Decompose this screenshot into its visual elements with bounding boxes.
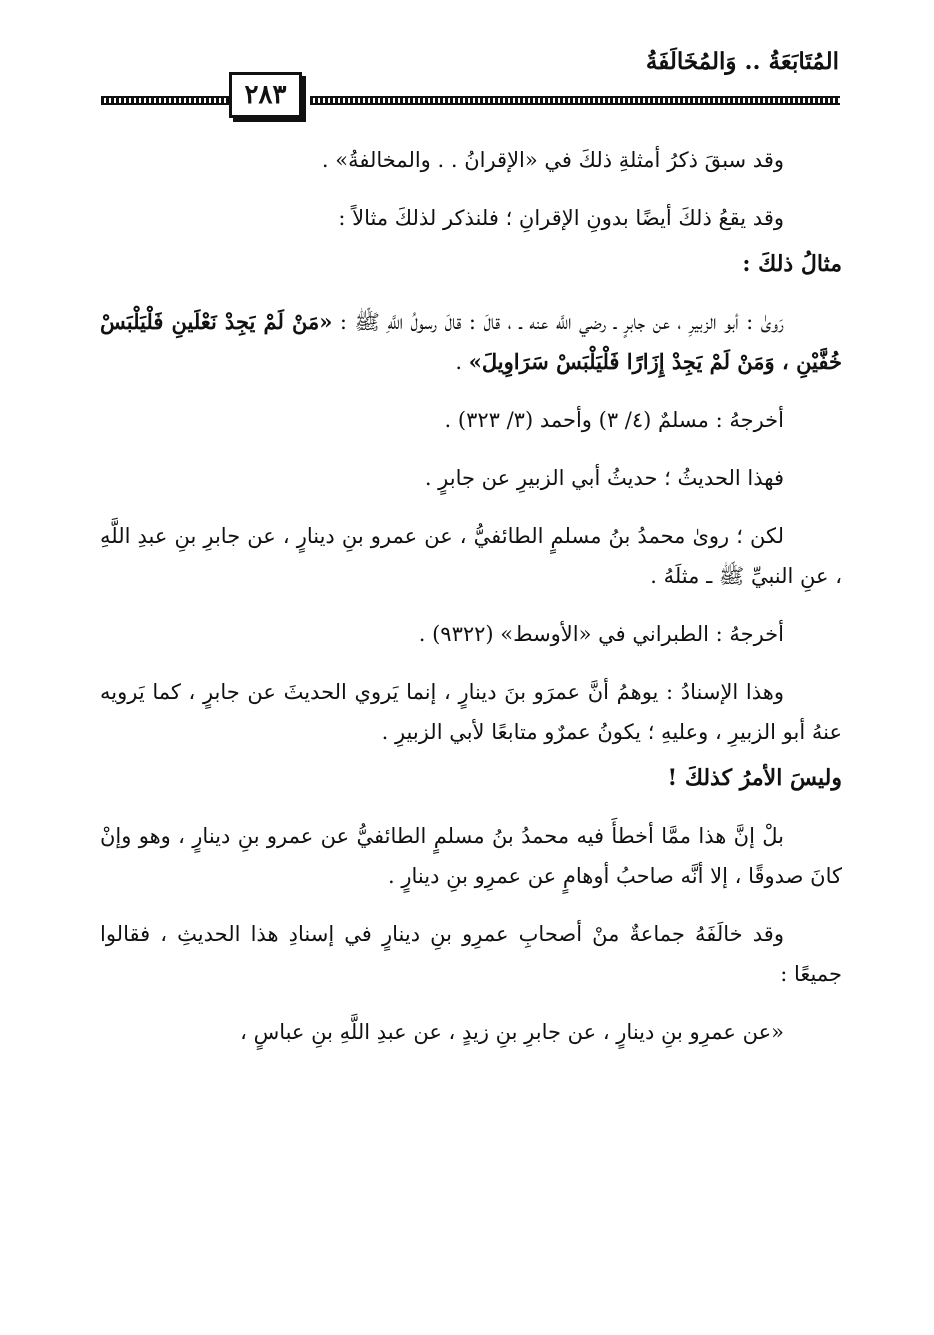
paragraph-11: «عن عمرِو بنِ دينارٍ ، عن جابرِ بنِ زيدٍ ، عن عبدِ اللَّهِ بنِ عباسٍ ،	[240, 1020, 784, 1044]
paragraph-7: أخرجهُ : الطبراني في «الأوسط» (٩٣٢٢) .	[418, 622, 784, 646]
paragraph-6: لكن ؛ روىٰ محمدُ بنُ مسلمٍ الطائفيُّ ، عن عمرو بنِ دينارٍ ، عن جابرِ بنِ عبدِ اللَّهِ ، عنِ النبيِّ ﷺ ـ مثلَهُ .	[100, 524, 842, 588]
paragraph-5: فهذا الحديثُ ؛ حديثُ أبي الزبيرِ عن جابرٍ .	[424, 466, 784, 490]
paragraph-10: وقد خالَفَهُ جماعةٌ منْ أصحابِ عمرِو بنِ دينارٍ في إسنادِ هذا الحديثِ ، فقالوا جميعًا :	[100, 922, 842, 986]
body-text	[100, 140, 842, 1070]
heading-example: مثالُ ذلكَ :	[742, 251, 842, 277]
paragraph-8: وهذا الإسنادُ : يوهمُ أنَّ عمرَو بنَ دينارٍ ، إنما يَروي الحديثَ عن جابرٍ ، كما يَرويه عنهُ أبو الزبيرِ ، وعليهِ ؛ يكونُ عمرٌو متابعًا لأبي الزبيرِ .	[100, 680, 842, 744]
paragraph-9: بلْ إنَّ هذا ممَّا أخطأَ فيه محمدُ بنُ مسلمٍ الطائفيُّ عن عمرو بنِ دينارٍ ، وهو وإنْ كانَ صدوقًا ، إلا أنَّه صاحبُ أوهامٍ عن عمرِو بنِ دينارٍ .	[100, 824, 842, 888]
paragraph-1: وقد سبقَ ذكرُ أمثلةِ ذلكَ في «الإقرانُ . . والمخالفةُ» .	[321, 148, 784, 172]
running-title: المُتَابَعَةُ .. وَالمُخَالَفَةُ	[645, 48, 839, 75]
heading-not-so: وليسَ الأمرُ كذلكَ !	[667, 765, 842, 791]
header-rule-left	[101, 96, 229, 105]
paragraph-2: وقد يقعُ ذلكَ أيضًا بدونِ الإقرانِ ؛ فلنذكر لذلكَ مثالاً :	[338, 206, 784, 230]
paragraph-3	[100, 302, 842, 382]
hadith-text: «مَنْ لَمْ يَجِدْ نَعْلَينِ فَلْيَلْبَسْ خُفَّيْنِ ، وَمَنْ لَمْ يَجِدْ إِزَارًا فَلْيَلْبَسْ سَرَاوِيلَ»	[100, 309, 842, 374]
hadith-intro: رَوىٰ : أبو الزبيرِ ، عن جابرٍ ـ رضي اللَّه عنه ـ ، قالَ : قالَ رسولُ اللَّهِ ﷺ :	[339, 310, 784, 334]
hadith-end: .	[455, 350, 463, 374]
paragraph-4: أخرجهُ : مسلمٌ (٤/ ٣) وأحمد (٣/ ٣٢٣) .	[444, 408, 784, 432]
header-rule-right	[310, 96, 840, 105]
page-number: ٢٨٣	[229, 72, 302, 118]
